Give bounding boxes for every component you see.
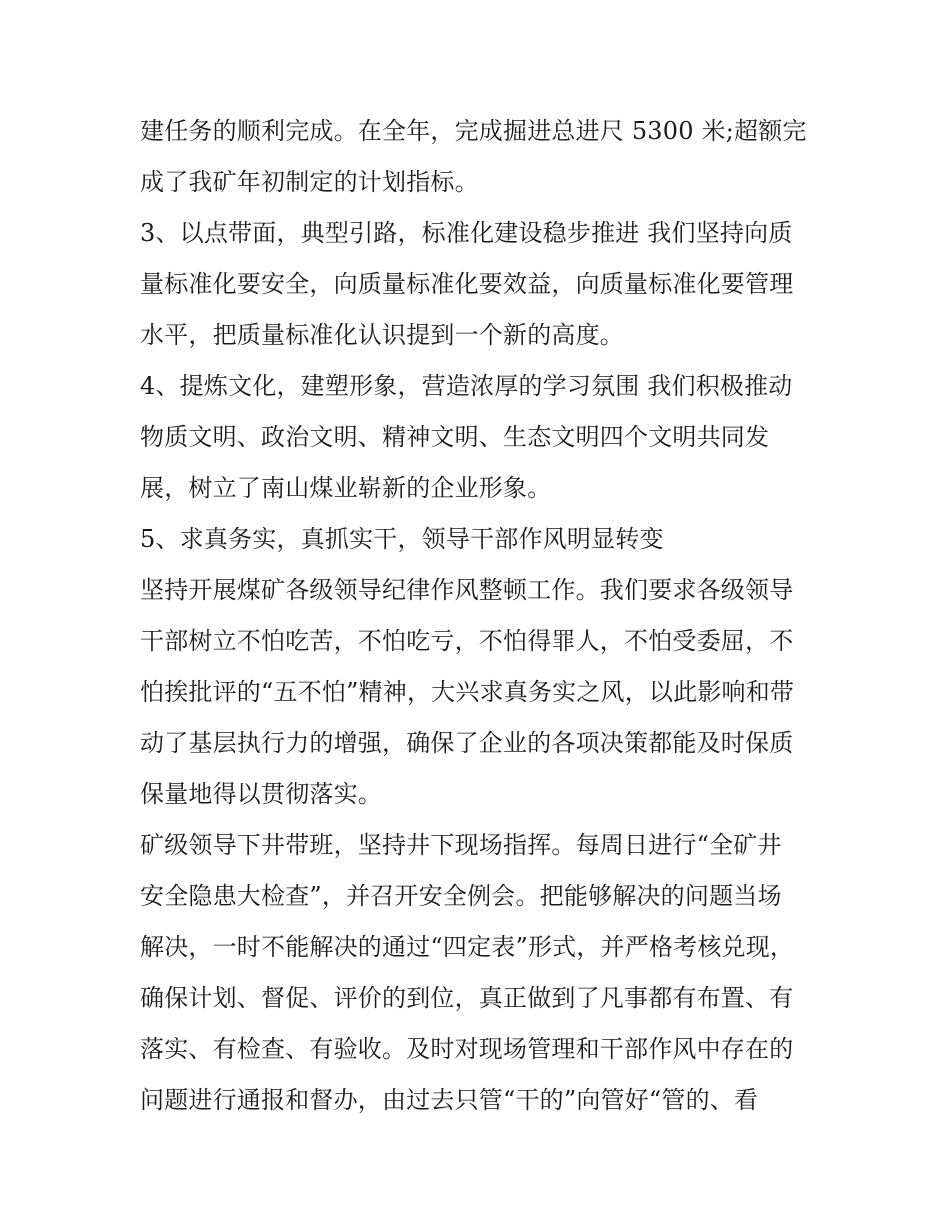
text-line: 干部树立不怕吃苦，不怕吃亏，不怕得罪人，不怕受委屈，不 bbox=[140, 627, 794, 655]
section-heading-line: 5、求真务实，真抓实干，领导干部作风明显转变 bbox=[140, 525, 664, 553]
text-line: 水平，把质量标准化认识提到一个新的高度。 bbox=[140, 321, 624, 349]
text-line: 安全隐患大检查”，并召开安全例会。把能够解决的问题当场 bbox=[140, 882, 782, 910]
body-text bbox=[140, 106, 820, 1126]
text-line: 怕挨批评的“五不怕”精神，大兴求真务实之风，以此影响和带 bbox=[140, 678, 795, 706]
text-line: 动了基层执行力的增强，确保了企业的各项决策都能及时保质 bbox=[140, 729, 794, 757]
text-line: 量标准化要安全，向质量标准化要效益，向质量标准化要管理 bbox=[140, 270, 794, 298]
text-line: 确保计划、督促、评价的到位，真正做到了凡事都有布置、有 bbox=[140, 984, 794, 1012]
text-line: 矿级领导下井带班，坚持井下现场指挥。每周日进行“全矿井 bbox=[140, 831, 782, 859]
text-line: 问题进行通报和督办，由过去只管“干的”向管好“管的、看 bbox=[140, 1086, 759, 1114]
text-line: 物质文明、政治文明、精神文明、生态文明四个文明共同发 bbox=[140, 423, 770, 451]
text-line: 坚持开展煤矿各级领导纪律作风整顿工作。我们要求各级领导 bbox=[140, 576, 794, 604]
text-line: 成了我矿年初制定的计划指标。 bbox=[140, 168, 479, 196]
text-line: 建任务的顺利完成。在全年，完成掘进总进尺 5300 米;超额完 bbox=[140, 117, 807, 145]
section-heading-line: 4、提炼文化，建塑形象，营造浓厚的学习氛围 我们积极推动 bbox=[140, 372, 793, 400]
text-line: 落实、有检查、有验收。及时对现场管理和干部作风中存在的 bbox=[140, 1035, 794, 1063]
text-line: 解决，一时不能解决的通过“四定表”形式，并严格考核兑现， bbox=[140, 933, 795, 961]
section-heading-line: 3、以点带面，典型引路，标准化建设稳步推进 我们坚持向质 bbox=[140, 219, 793, 247]
text-line: 展，树立了南山煤业崭新的企业形象。 bbox=[140, 474, 552, 502]
text-line: 保量地得以贯彻落实。 bbox=[140, 780, 382, 808]
